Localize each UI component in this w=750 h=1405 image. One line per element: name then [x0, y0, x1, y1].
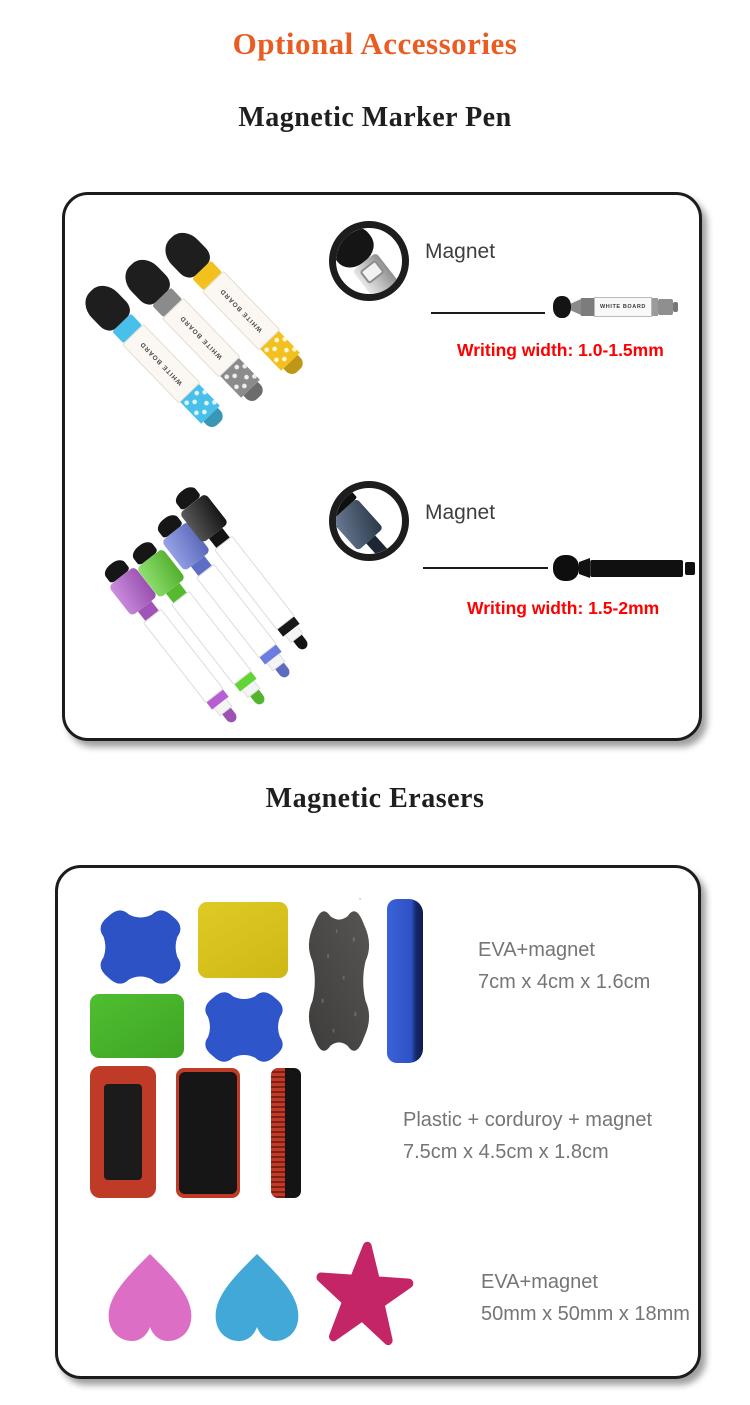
pointer-line — [431, 312, 545, 314]
eraser-spec-row1 — [478, 934, 650, 998]
pen-label-text: WHITE BOARD — [178, 314, 224, 361]
pen-label-text: WHITE BOARD — [599, 304, 646, 310]
marker-section-heading: Magnetic Marker Pen — [238, 102, 512, 133]
writing-width-note: Writing width: 1.0-1.5mm — [457, 340, 664, 360]
pen-label-band — [594, 297, 652, 317]
bone-eraser-blue — [93, 908, 188, 986]
eraser-size: 7cm x 4cm x 1.6cm — [478, 971, 651, 993]
magnet-window — [104, 1084, 142, 1180]
magnet-window — [359, 259, 385, 284]
marker-pen-panel — [62, 192, 702, 741]
red-eraser-front-view — [176, 1068, 240, 1198]
magnet-closeup-pen-cap — [329, 486, 408, 561]
felt-edge — [285, 1068, 301, 1198]
eraser-spec-row3 — [481, 1266, 690, 1330]
eraser-spec-row2 — [403, 1104, 652, 1168]
page-title: Optional Accessories — [232, 26, 518, 61]
eraser-size: 50mm x 50mm x 18mm — [481, 1303, 690, 1325]
pen-label-text: WHITE BOARD — [218, 287, 264, 334]
writing-width-note: Writing width: 1.5-2mm — [467, 598, 660, 618]
pen-felt-cap — [553, 555, 579, 581]
pointer-line — [423, 567, 548, 569]
pen-tip — [673, 302, 678, 312]
eraser-material: Plastic + corduroy + magnet — [403, 1109, 653, 1131]
magnet-label: Magnet — [425, 501, 496, 524]
felt-eraser-bone — [307, 898, 371, 1064]
heart-eraser-pink — [103, 1246, 197, 1346]
star-eraser-magenta — [311, 1237, 416, 1350]
eraser-section-heading: Magnetic Erasers — [265, 783, 485, 814]
horizontal-pen-bold — [553, 555, 695, 581]
magnet-closeup-circle — [329, 481, 409, 561]
heart-eraser-blue — [210, 1246, 304, 1346]
bone-eraser-blue — [198, 990, 290, 1064]
pen-shaft — [590, 560, 683, 577]
magnet-label: Magnet — [425, 240, 496, 263]
pen-band — [581, 298, 594, 316]
eraser-material: EVA+magnet — [481, 1271, 598, 1293]
eraser-material: EVA+magnet — [478, 939, 595, 961]
eraser-blue-side-view — [387, 899, 423, 1063]
eraser-size: 7.5cm x 4.5cm x 1.8cm — [403, 1141, 609, 1163]
pen-end — [658, 299, 673, 315]
magnet-closeup-circle — [329, 221, 409, 301]
rect-eraser-yellow — [198, 902, 288, 978]
ribbed-edge — [271, 1068, 285, 1198]
pen-cone — [571, 299, 581, 315]
corduroy-face — [179, 1072, 237, 1194]
red-eraser-back-view — [90, 1066, 156, 1198]
eraser-panel — [55, 865, 701, 1379]
magnet-closeup-pen-cap — [329, 221, 409, 301]
pen-label-text: WHITE BOARD — [138, 340, 184, 387]
pen-cone — [579, 558, 590, 578]
pen-end — [685, 562, 695, 575]
horizontal-pen-fine — [553, 296, 678, 318]
pen-shaft — [366, 535, 399, 561]
pen-felt-cap — [553, 296, 571, 318]
red-eraser-side-view — [271, 1068, 301, 1198]
rect-eraser-green — [90, 994, 184, 1058]
